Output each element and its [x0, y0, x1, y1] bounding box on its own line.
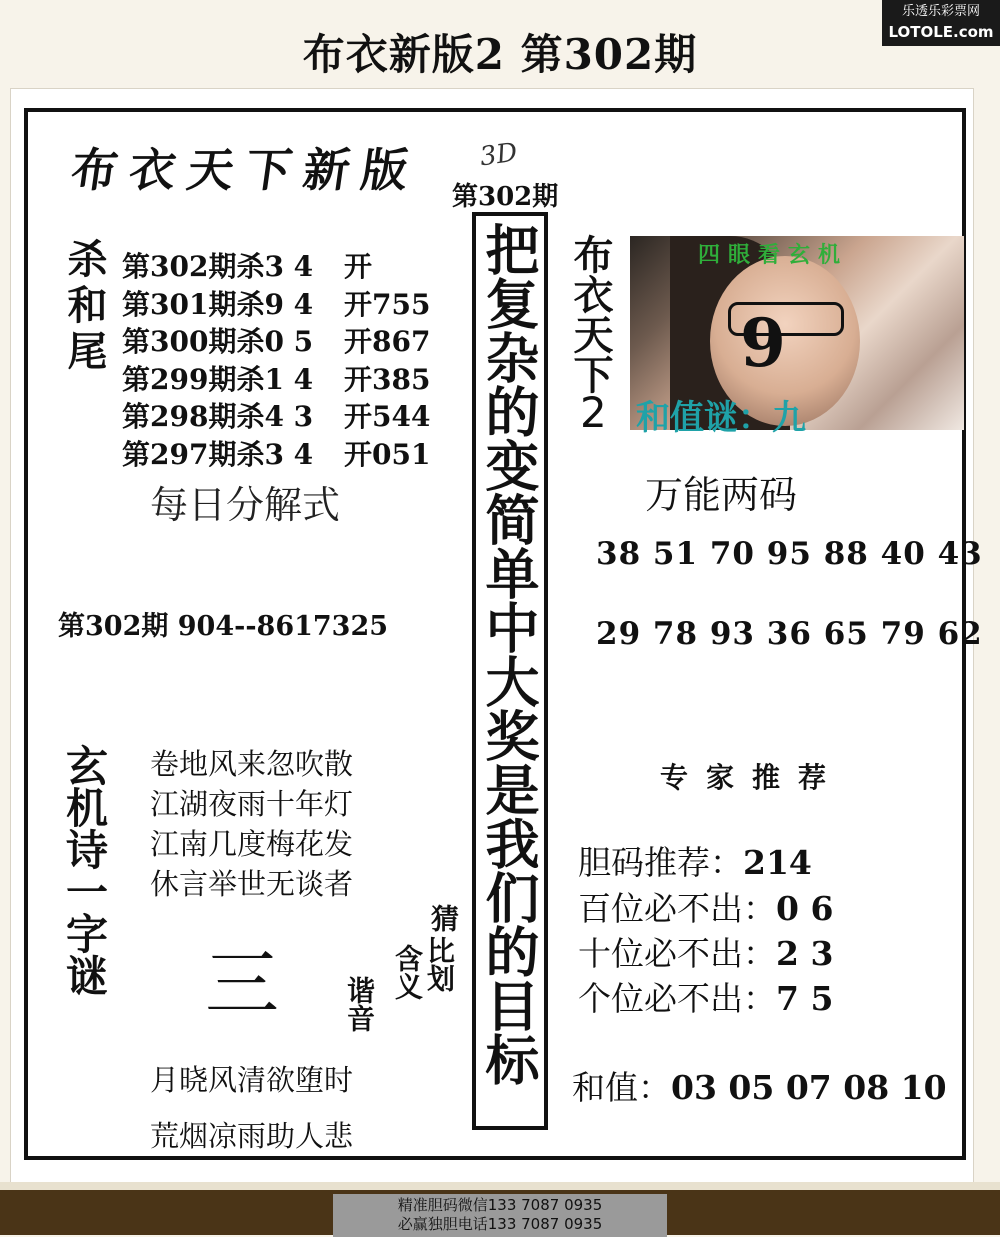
- footer-stripe: [0, 1182, 1000, 1190]
- open-value: 开544: [344, 400, 431, 433]
- kill-value: 第300期杀0 5: [122, 325, 314, 358]
- kill-row: [122, 248, 464, 286]
- code-line: 38 51 70 95 88 40 43: [596, 536, 983, 572]
- photo-number: 9: [740, 304, 786, 382]
- kill-value: 第302期杀3 4: [122, 250, 314, 283]
- kill-row: [122, 286, 464, 324]
- rec-value: 0 6: [776, 889, 834, 928]
- kill-value: 第299期杀1 4: [122, 362, 314, 396]
- recommendation: [578, 976, 833, 1021]
- hint-compare: 比划: [423, 936, 456, 992]
- rec-value: 2 3: [776, 934, 834, 973]
- contact-line: 必赢独胆电话133 7087 0935: [397, 1215, 603, 1233]
- open-value: 开755: [344, 287, 431, 321]
- poem-lines: [150, 744, 353, 904]
- rec-label: 胆码推荐：: [578, 843, 743, 882]
- photo-sum-riddle: 和值谜：九: [636, 398, 806, 438]
- kill-row: [122, 361, 464, 399]
- open-value: 开385: [344, 362, 431, 396]
- kill-row: [122, 323, 464, 361]
- kill-value: 第301期杀9 4: [122, 287, 314, 321]
- contact-box: [333, 1194, 667, 1237]
- site-watermark: [882, 0, 1000, 46]
- open-value: 开051: [344, 437, 431, 471]
- rec-value: 7 5: [776, 979, 834, 1018]
- kill-tail-list: [122, 248, 464, 473]
- center-slogan: 把复杂的变简单中大奖是我们的目标: [477, 222, 541, 1086]
- poem-line: 江南几度梅花发: [150, 827, 354, 861]
- rec-label: 个位必不出：: [578, 979, 776, 1018]
- corner-label: 布衣天下: [567, 234, 614, 394]
- dual-code-label: 万能两码: [645, 473, 798, 517]
- recommendation: [578, 886, 833, 931]
- kill-row: [122, 436, 464, 474]
- hint-meaning: 含义: [391, 944, 424, 1000]
- poem-end-line: 荒烟凉雨助人悲: [150, 1119, 354, 1153]
- corner-number: 2: [580, 388, 607, 437]
- recommendation: [578, 840, 812, 885]
- contact-line: 精准胆码微信133 7087 0935: [397, 1196, 603, 1214]
- rec-label: 百位必不出：: [578, 889, 776, 928]
- hint-guess: 猜: [427, 904, 460, 932]
- expert-label: 专家推荐: [660, 761, 845, 794]
- sum-numbers: 03 05 07 08 10: [671, 1068, 947, 1107]
- open-value: 开867: [344, 325, 431, 358]
- page-title: 布衣新版2 第302期: [302, 30, 698, 79]
- rec-value: 214: [743, 843, 812, 882]
- watermark-line-1: 乐透乐彩票网: [901, 4, 980, 19]
- poem-line: 休言举世无谈者: [150, 867, 354, 901]
- open-value: 开: [344, 250, 373, 283]
- poem-riddle-label: 玄机诗一字谜: [60, 744, 109, 996]
- poem-end-line: 月晓风清欲堕时: [150, 1063, 354, 1097]
- kill-value: 第298期杀4 3: [122, 400, 314, 433]
- rec-label: 十位必不出：: [578, 934, 776, 973]
- photo-caption: 四眼看玄机: [698, 242, 849, 268]
- watermark-line-2: LOTOLE.com: [888, 23, 994, 41]
- tag-3d: 3D: [478, 137, 520, 173]
- sum-label: 和值：: [572, 1068, 671, 1107]
- kill-value: 第297期杀3 4: [122, 437, 314, 471]
- kill-row: [122, 398, 464, 436]
- code-line: 29 78 93 36 65 79 62: [596, 616, 983, 652]
- poem-line: 卷地风来忽吹散: [150, 747, 354, 781]
- daily-formula-label: 每日分解式: [150, 483, 341, 527]
- header-banner: 布衣天下新版: [67, 143, 424, 197]
- recommendation: [578, 931, 833, 976]
- poem-line: 江湖夜雨十年灯: [150, 787, 354, 821]
- issue-formula: 第302期 904--8617325: [58, 611, 389, 642]
- sum-values: [572, 1062, 947, 1109]
- header-issue: 第302期: [452, 182, 559, 212]
- kill-tail-label: 杀和尾: [61, 238, 108, 376]
- riddle-character: 三: [205, 941, 279, 1027]
- hint-homophone: 谐音: [343, 976, 376, 1032]
